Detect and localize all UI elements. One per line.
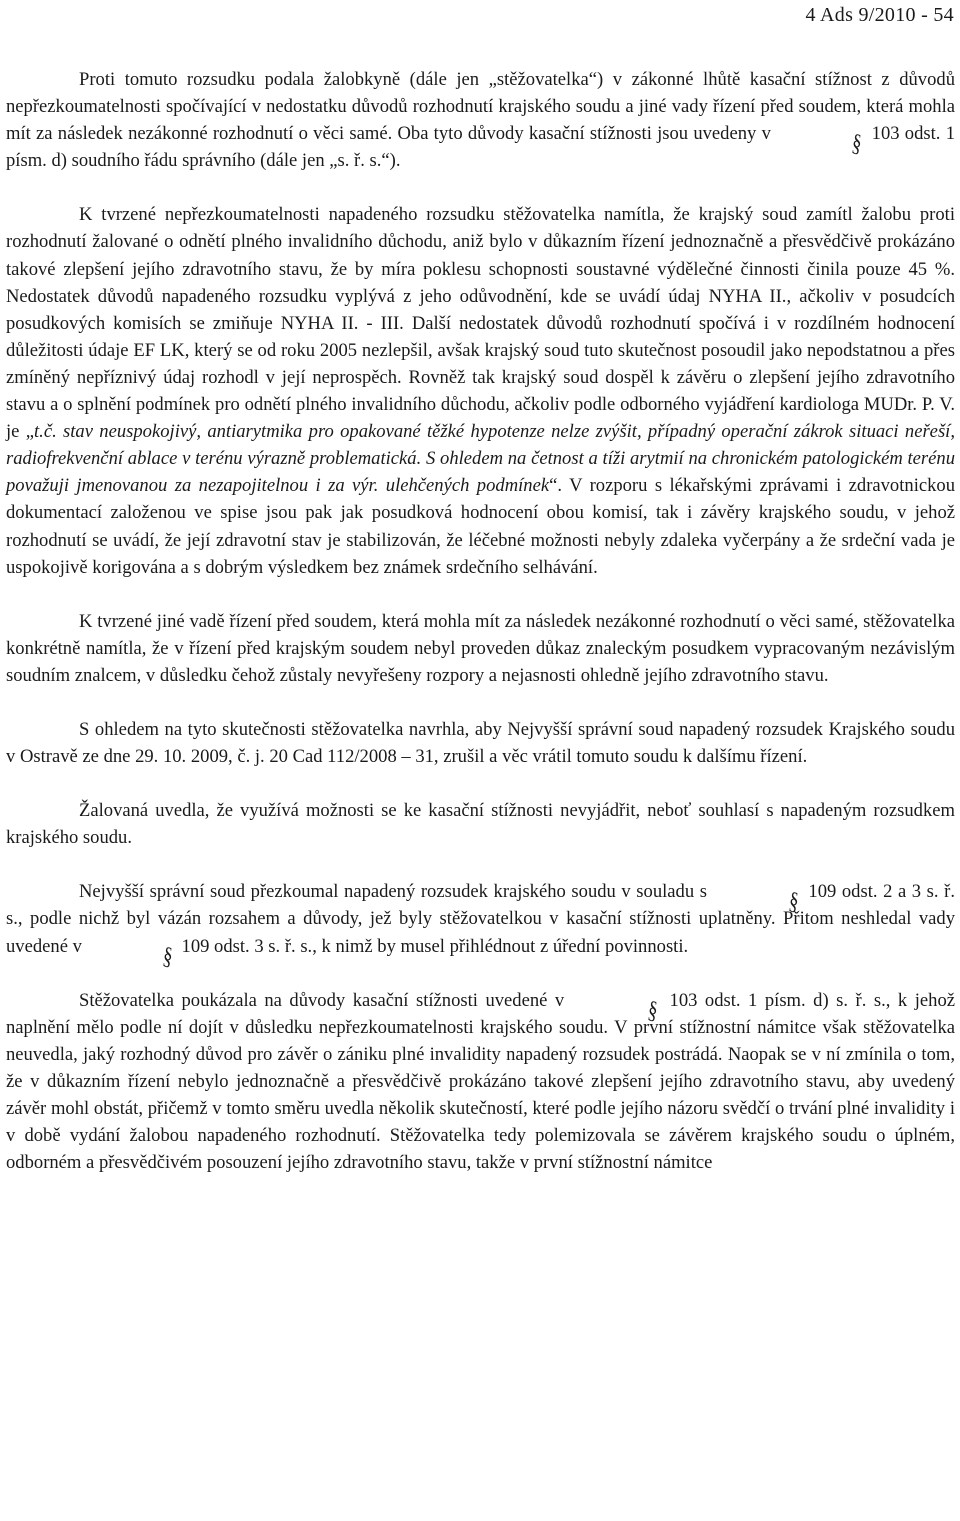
cardiologist-quote: t.č. stav neuspokojivý, antiarytmika pro opakované těžké hypotenze nelze zvýšit, případný operační zákrok situaci neřeší, radiofrekvenční ablace v terénu výrazně problematická. S ohledem na četnost a tíži arytmií na chronickém patologickém terénu považuji jmenovanou za nezapojitelnou i za výr. ulehčených podmínek (6, 421, 955, 497)
paragraph-1-text-a: Proti tomuto rozsudku podala žalobkyně (dále jen „stěžovatelka“) v zákonné lhůtě kasační stížnost z důvodů nepřezkoumatelnosti spočívající v nedostatku důvodů rozhodnutí krajského soudu a jiné vady řízení před soudem, která mohla mít za následek nezákonné rozhodnutí o věci samé. Oba tyto důvody kasační stížnosti jsou uvedeny v (6, 69, 955, 145)
paragraph-1 (6, 66, 955, 174)
section-sign: § (160, 941, 175, 972)
case-reference: 4 Ads 9/2010 - 54 (805, 4, 954, 26)
paragraph-7-text-b: 103 odst. 1 písm. d) s. ř. s., k jehož naplnění mělo podle ní dojít v důsledku nepřezkoumatelnosti krajského soudu. V první stížnostní námitce však stěžovatelka neuvedla, jaký rozhodný důvod pro závěr o zániku plné invalidity napadený rozsudek postrádá. Naopak se v ní zmínila o tom, že v důkazním řízení nebylo jednoznačně a přesvědčivě prokázáno takové zlepšení jejího zdravotního stavu, aby uvedený závěr mohl obstát, přičemž v tomto směru uvedla několik skutečností, které podle jejího názoru svědčí o trvání plné invalidity i v době vydání žalobou napadeného rozhodnutí. Stěžovatelka tedy polemizovala se závěrem krajského soudu o úplném, odborném a přesvědčivém posouzení jejího zdravotního stavu, takže v první stížnostní námitce (6, 989, 955, 1174)
paragraph-5: Žalovaná uvedla, že využívá možnosti se ke kasační stížnosti nevyjádřit, neboť souhlasí s napadeným rozsudkem krajského soudu. (6, 800, 955, 849)
paragraph-2-text-a: K tvrzené nepřezkoumatelnosti napadeného rozsudku stěžovatelka namítla, že krajský soud zamítl žalobu proti rozhodnutí žalované o odnětí plného invalidního důchodu, aniž bylo v důkazním řízení jednoznačně a přesvědčivě prokázáno takové zlepšení jejího zdravotního stavu, že by míra poklesu schopnosti soustavné výdělečné činnosti činila pouze 45 %. Nedostatek důvodů napadeného rozsudku vyplývá z jeho odůvodnění, kde se uvádí údaj NYHA II., ačkoliv v posudcích posudkových komisích se zmiňuje NYHA II. - III. Další nedostatek důvodů rozhodnutí spočívá i v rozdílném hodnocení důležitosti údaje EF LK, který se od roku 2005 nezlepšil, avšak krajský soud tuto skutečnost posoudil jako nepodstatnou a přes zmíněný nepříznivý údaj rozhodl v její neprospěch. Rovněž tak krajský soud dospěl k závěru o zlepšení jejího zdravotního stavu a o splnění podmínek pro odnětí plného invalidního důchodu, ačkoliv podle odborného vyjádření kardiologa MUDr. P. V. je „ (6, 204, 955, 443)
paragraph-6-text-a: Nejvyšší správní soud přezkoumal napadený rozsudek krajského soudu v souladu s (79, 881, 707, 903)
paragraph-2-text-b: “. V rozporu s lékařskými zprávami i zdravotnickou dokumentací založenou ve spise jsou pak jak posudková hodnocení obou komisí, tak i závěry krajského soudu, v jehož rozhodnutí se uvádí, že její zdravotní stav je stabilizován, že léčebné možnosti nebyly zdaleka vyčerpány a že srdeční vada je uspokojivě korigována a s dobrým výsledkem bez známek srdečního selhávání. (6, 475, 955, 578)
paragraph-2 (6, 201, 955, 580)
paragraph-7-text-a: Stěžovatelka poukázala na důvody kasační stížnosti uvedené v (79, 989, 565, 1011)
section-sign: § (786, 886, 801, 918)
paragraph-4: S ohledem na tyto skutečnosti stěžovatelka navrhla, aby Nejvyšší správní soud napadený rozsudek Krajského soudu v Ostravě ze dne 29. 10. 2009, č. j. 20 Cad 112/2008 – 31, zrušil a věc vrátil tomuto soudu k dalšímu řízení. (6, 718, 955, 768)
paragraph-1-text-b: 103 odst. 1 písm. d) soudního řádu správního (dále jen „s. ř. s.“). (6, 123, 955, 172)
paragraph-3: K tvrzené jiné vadě řízení před soudem, která mohla mít za následek nezákonné rozhodnutí o věci samé, stěžovatelka konkrétně namítla, že v řízení před krajským soudem nebyl proveden důkaz znaleckým posudkem vypracovaným nezávislým soudním znalcem, v důsledku čehož zůstaly nevyřešeny rozpory a nejasnosti ohledně jejího zdravotního stavu. (6, 610, 955, 686)
document-body (6, 66, 955, 1203)
section-sign: § (850, 128, 864, 160)
paragraph-6-text-b: 109 odst. 2 a 3 s. ř. s., podle nichž byl vázán rozsahem a důvody, jež byly stěžovatelkou v kasační stížnosti uplatněny. Přitom neshledal vady uvedené v (6, 881, 955, 957)
paragraph-6-text-c: 109 odst. 3 s. ř. s., k nimž by musel přihlédnout z úřední povinnosti. (181, 935, 689, 957)
section-sign: § (645, 995, 660, 1026)
paragraph-7 (6, 987, 955, 1177)
paragraph-6 (6, 878, 955, 972)
